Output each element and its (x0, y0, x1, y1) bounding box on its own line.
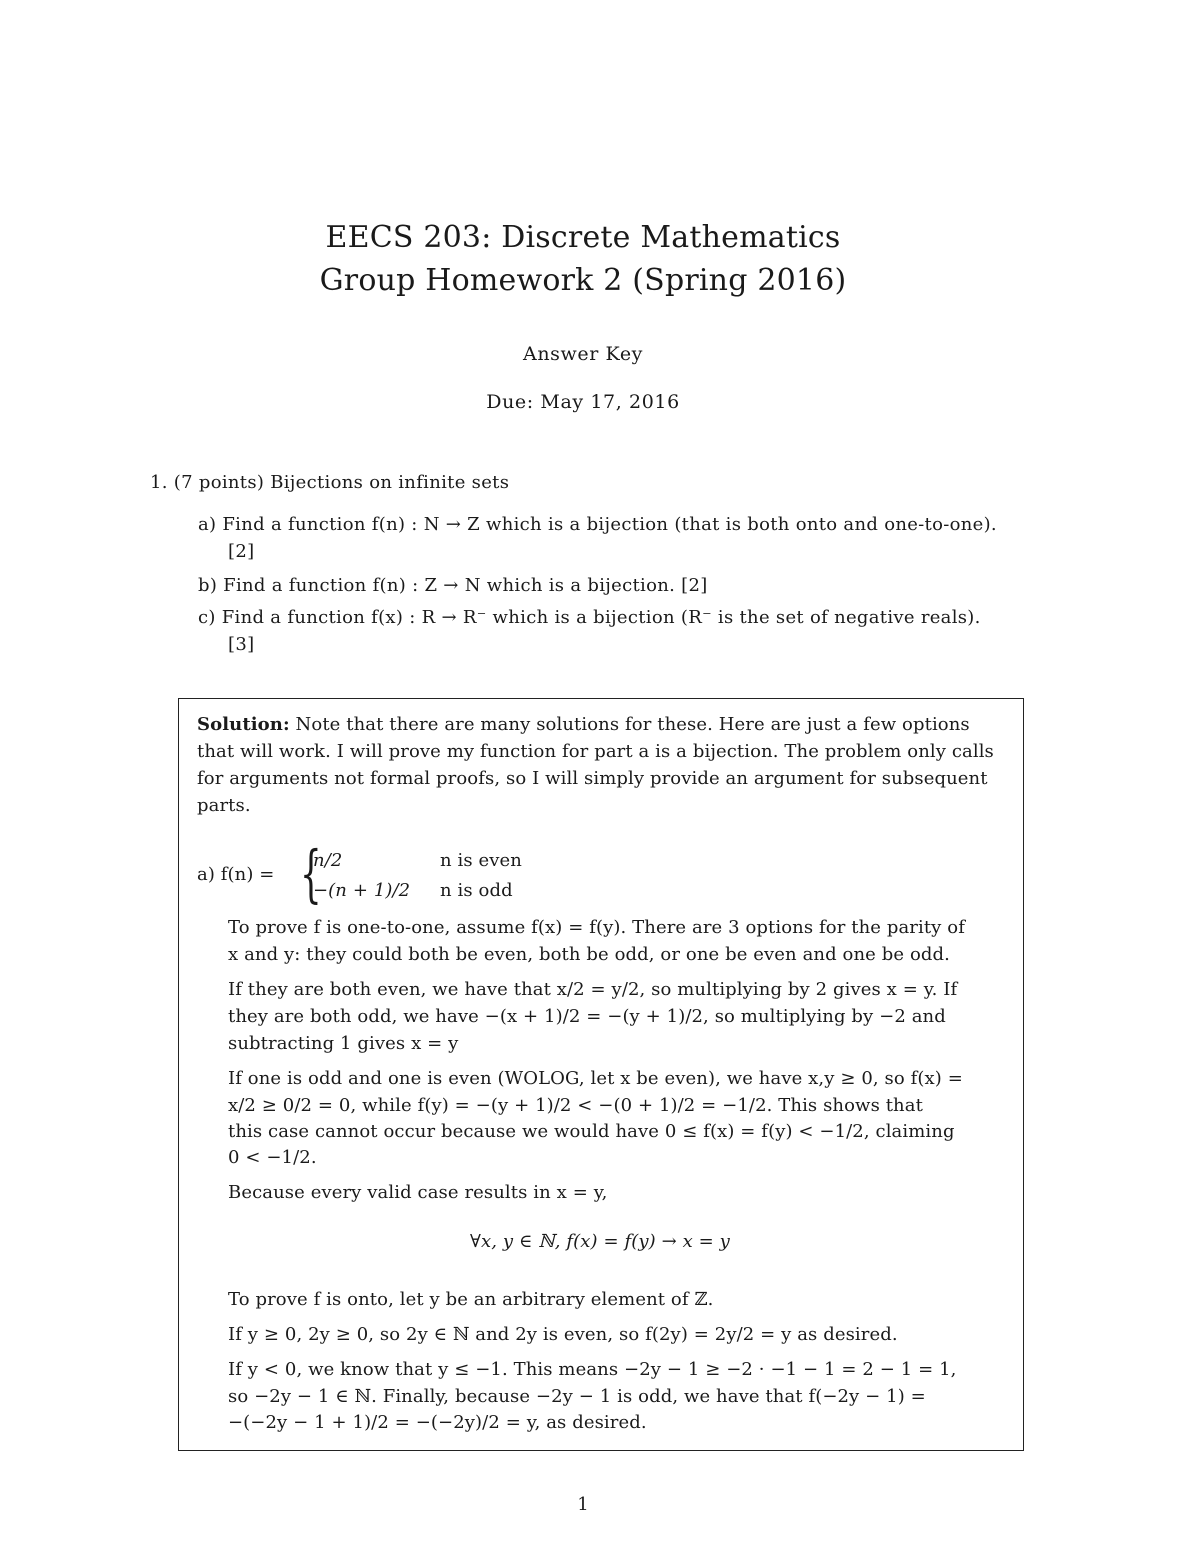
part-c-points: [3] (228, 634, 255, 655)
solution-label: Solution: (197, 714, 290, 735)
one-to-one-p2-line3: subtracting 1 gives x = y (228, 1033, 459, 1054)
page-number: 1 (577, 1494, 589, 1515)
onto-p3-line1: If y < 0, we know that y ≤ −1. This means −2y − 1 ≥ −2 · −1 − 1 = 2 − 1 = 1, (228, 1359, 957, 1380)
part-c-statement: c) Find a function f(x) : R → R⁻ which is a bijection (R⁻ is the set of negative reals). (198, 607, 981, 628)
case-2-condition: n is odd (440, 880, 513, 901)
one-to-one-p2-line1: If they are both even, we have that x/2 = y/2, so multiplying by 2 gives x = y. If (228, 979, 958, 1000)
part-a-statement: a) Find a function f(n) : N → Z which is a bijection (that is both onto and one-to-one). (198, 514, 997, 535)
onto-p3-line3: −(−2y − 1 + 1)/2 = −(−2y)/2 = y, as desired. (228, 1412, 647, 1433)
one-to-one-p3-line3: this case cannot occur because we would have 0 ≤ f(x) = f(y) < −1/2, claiming (228, 1121, 955, 1142)
display-equation: ∀x, y ∈ ℕ, f(x) = f(y) → x = y (470, 1231, 730, 1252)
case-1-expression: n/2 (313, 850, 343, 871)
case-1-condition: n is even (440, 850, 522, 871)
one-to-one-p1-line2: x and y: they could both be even, both be odd, or one be even and one be odd. (228, 944, 950, 965)
solution-intro-line1 (197, 714, 970, 735)
case-2-expression: −(n + 1)/2 (313, 880, 411, 901)
solution-intro-line2: that will work. I will prove my function for part a is a bijection. The problem only calls (197, 741, 994, 762)
part-b-statement: b) Find a function f(n) : Z → N which is a bijection. [2] (198, 575, 708, 596)
part-a-points: [2] (228, 541, 255, 562)
one-to-one-p3-line2: x/2 ≥ 0/2 = 0, while f(y) = −(y + 1)/2 < −(0 + 1)/2 = −1/2. This shows that (228, 1095, 923, 1116)
solution-intro-line4: parts. (197, 795, 251, 816)
onto-p2-line1: If y ≥ 0, 2y ≥ 0, so 2y ∈ ℕ and 2y is even, so f(2y) = 2y/2 = y as desired. (228, 1324, 898, 1345)
due-date: Due: May 17, 2016 (486, 391, 680, 413)
one-to-one-p3-line1: If one is odd and one is even (WOLOG, let x be even), we have x,y ≥ 0, so f(x) = (228, 1068, 963, 1089)
one-to-one-p2-line2: they are both odd, we have −(x + 1)/2 = −(y + 1)/2, so multiplying by −2 and (228, 1006, 946, 1027)
homework-title: Group Homework 2 (Spring 2016) (319, 263, 847, 298)
one-to-one-p4-line1: Because every valid case results in x = y, (228, 1182, 608, 1203)
onto-p3-line2: so −2y − 1 ∈ ℕ. Finally, because −2y − 1 is odd, we have that f(−2y − 1) = (228, 1386, 926, 1407)
piecewise-lhs: a) f(n) = (197, 864, 275, 885)
solution-intro-line3: for arguments not formal proofs, so I will simply provide an argument for subsequent (197, 768, 988, 789)
curly-brace-icon: { (300, 837, 322, 910)
onto-p1-line1: To prove f is onto, let y be an arbitrary element of ℤ. (228, 1289, 714, 1310)
one-to-one-p1-line1: To prove f is one-to-one, assume f(x) = f(y). There are 3 options for the parity of (228, 917, 965, 938)
problem-heading: 1. (7 points) Bijections on infinite sets (150, 472, 510, 493)
answer-key-label: Answer Key (523, 343, 643, 365)
solution-intro-text: Note that there are many solutions for these. Here are just a few options (289, 714, 970, 735)
one-to-one-p3-line4: 0 < −1/2. (228, 1147, 317, 1168)
document-title: EECS 203: Discrete Mathematics (325, 220, 841, 255)
